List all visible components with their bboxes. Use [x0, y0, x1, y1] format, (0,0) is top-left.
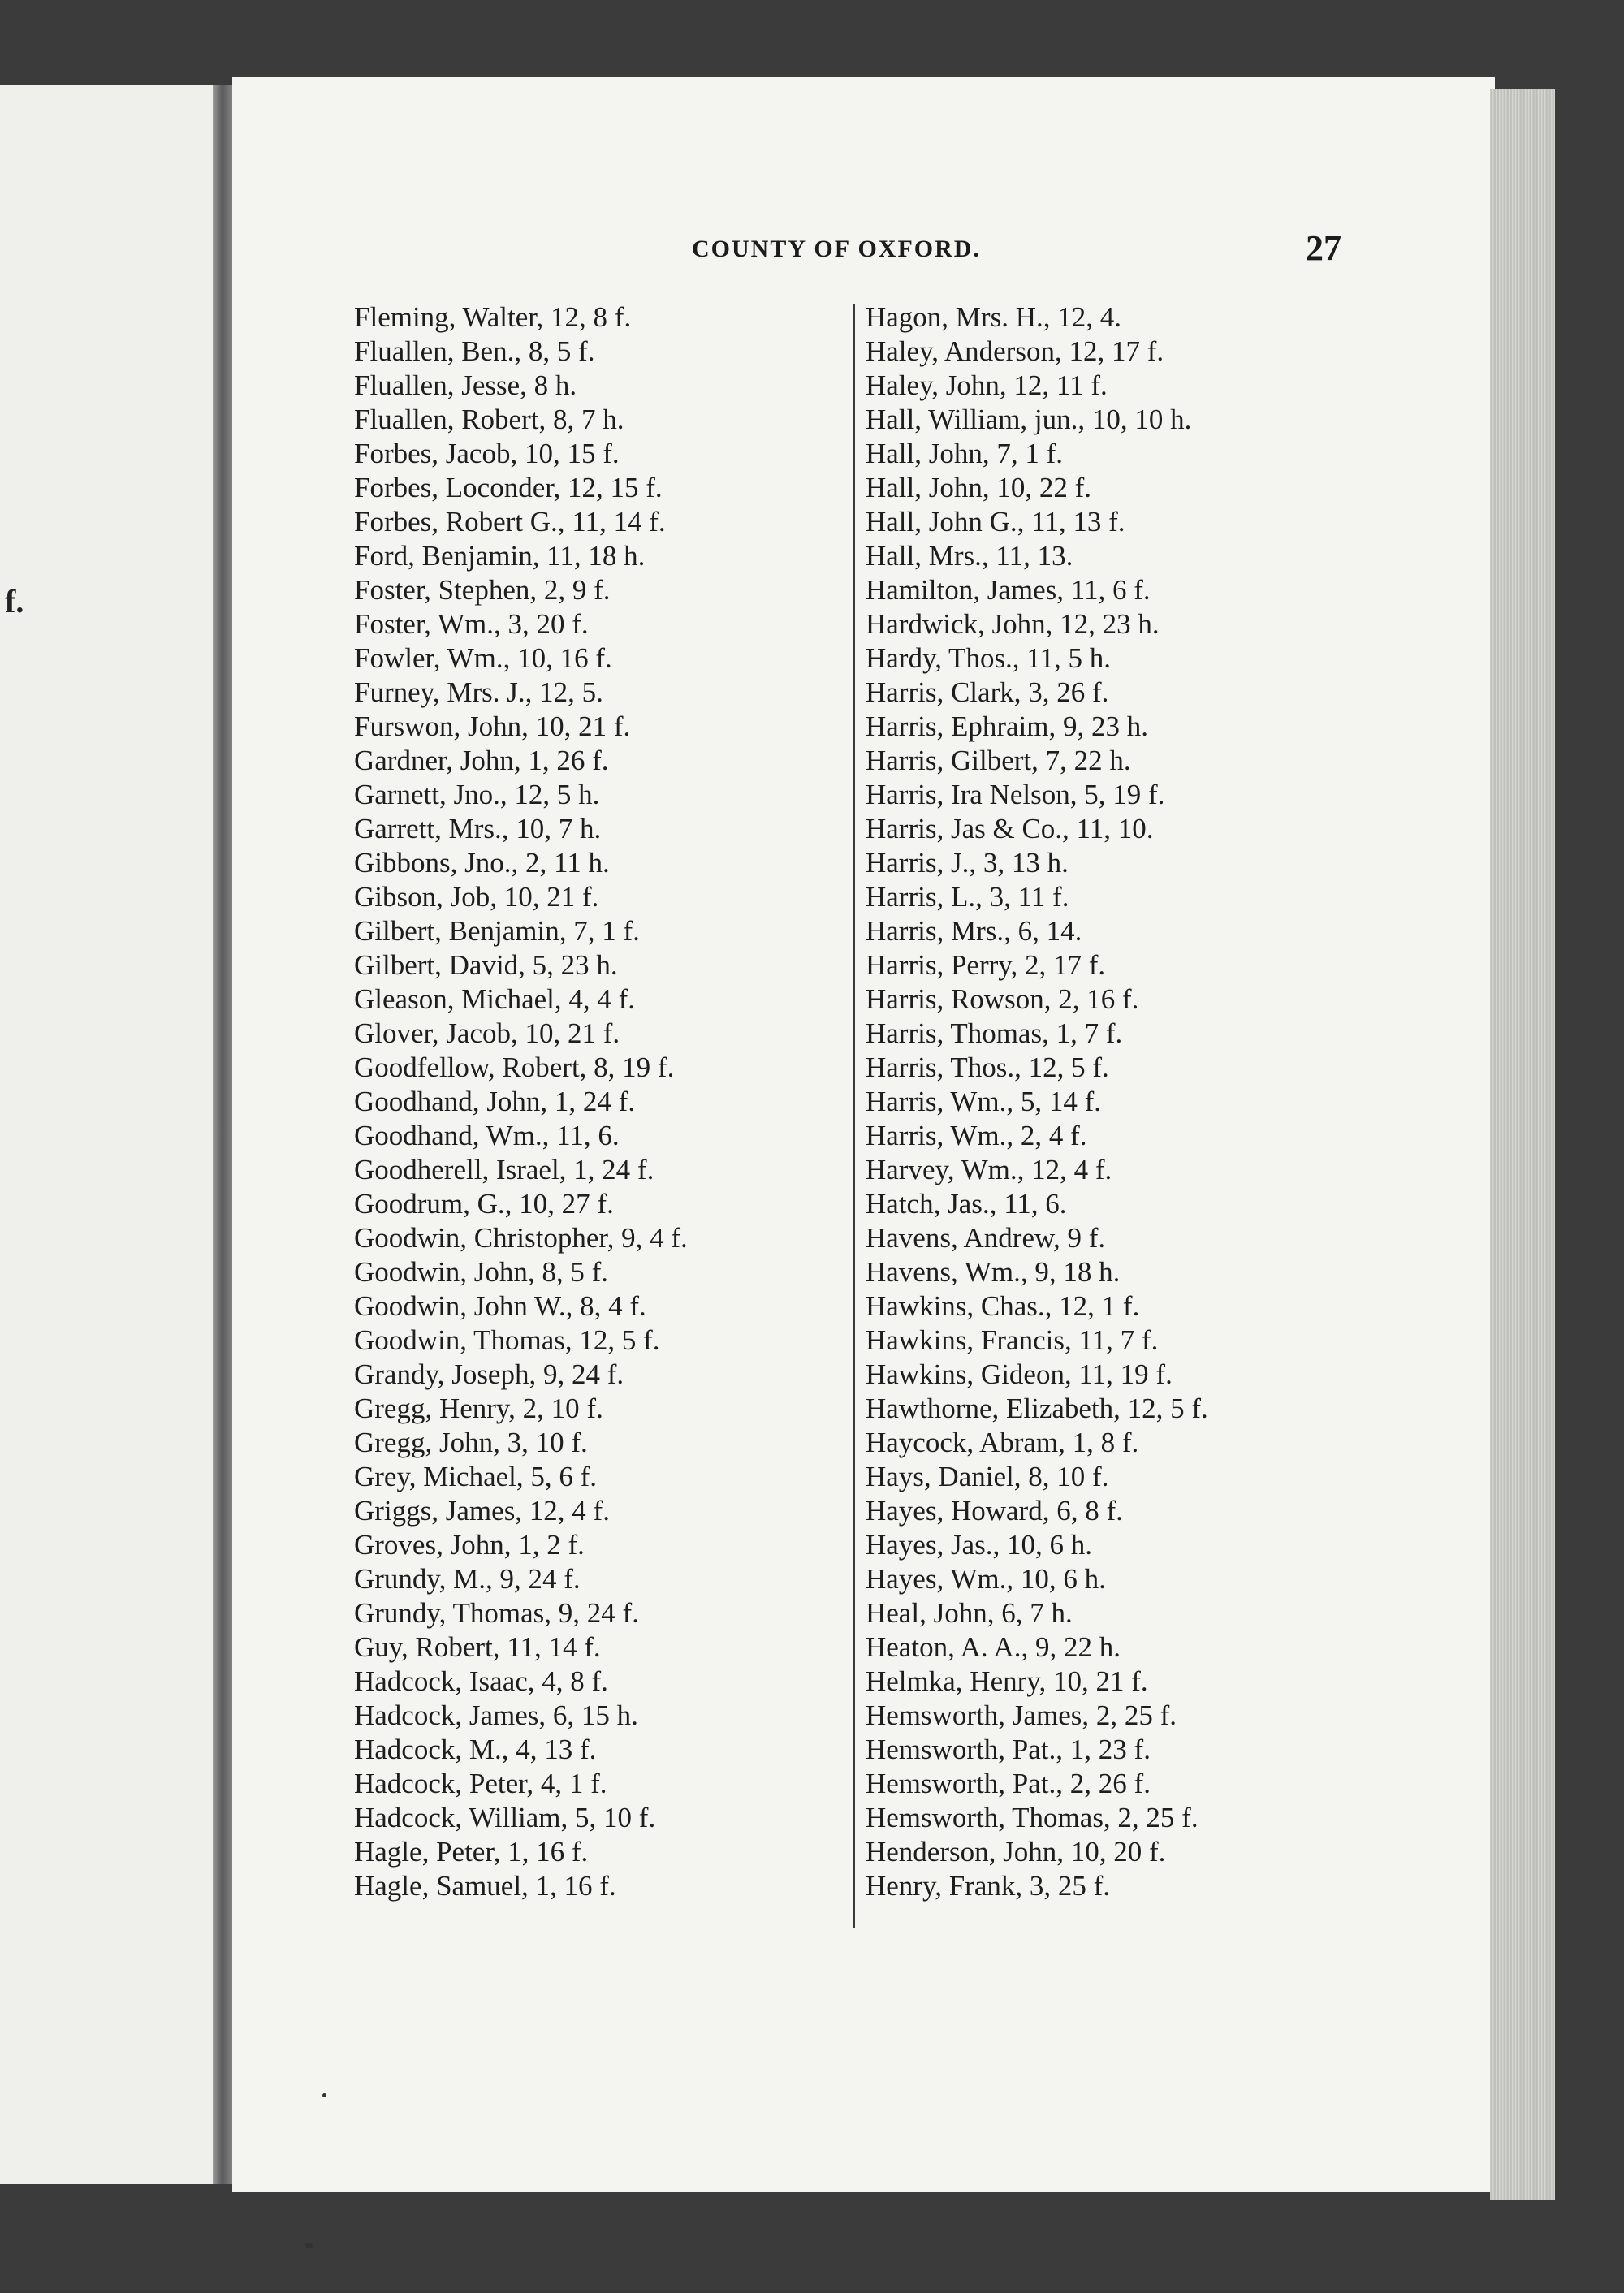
directory-entry: Goodwin, Thomas, 12, 5 f. [354, 1324, 660, 1356]
directory-entry: Hagle, Peter, 1, 16 f. [354, 1836, 589, 1868]
directory-entry: Harvey, Wm., 12, 4 f. [866, 1154, 1112, 1185]
directory-entry: Fluallen, Robert, 8, 7 h. [354, 404, 624, 435]
facing-page-fragment [0, 85, 219, 2184]
directory-entry: Goodwin, John W., 8, 4 f. [354, 1290, 646, 1322]
directory-entry: Garrett, Mrs., 10, 7 h. [354, 813, 602, 844]
directory-entry: Grundy, M., 9, 24 f. [354, 1563, 581, 1595]
directory-entry: Hagon, Mrs. H., 12, 4. [866, 301, 1121, 333]
directory-entry: Hadcock, M., 4, 13 f. [354, 1734, 597, 1765]
directory-entry: Harris, Mrs., 6, 14. [866, 915, 1082, 947]
directory-entry: Griggs, James, 12, 4 f. [354, 1495, 610, 1527]
directory-entry: Goodrum, G., 10, 27 f. [354, 1188, 614, 1220]
dust-speck [305, 2243, 313, 2248]
directory-entry: Furswon, John, 10, 21 f. [354, 710, 631, 742]
book-gutter [213, 85, 234, 2184]
directory-entry: Foster, Stephen, 2, 9 f. [354, 574, 611, 606]
directory-entry: Hadcock, Peter, 4, 1 f. [354, 1768, 607, 1799]
directory-entry: Furney, Mrs. J., 12, 5. [354, 676, 603, 708]
directory-entry: Hall, William, jun., 10, 10 h. [866, 404, 1192, 435]
directory-entry: Goodfellow, Robert, 8, 19 f. [354, 1051, 675, 1083]
directory-entry: Hawthorne, Elizabeth, 12, 5 f. [866, 1393, 1208, 1424]
dust-speck [322, 2093, 326, 2097]
left-column [354, 300, 841, 1903]
directory-entry: Henry, Frank, 3, 25 f. [866, 1870, 1111, 1902]
directory-entry: Haley, Anderson, 12, 17 f. [866, 335, 1164, 367]
directory-entry: Goodhand, John, 1, 24 f. [354, 1086, 636, 1117]
directory-entry: Guy, Robert, 11, 14 f. [354, 1631, 601, 1663]
directory-entry: Goodwin, John, 8, 5 f. [354, 1256, 609, 1288]
directory-entry: Harris, Wm., 2, 4 f. [866, 1120, 1087, 1151]
directory-entry: Gregg, John, 3, 10 f. [354, 1427, 588, 1458]
directory-entry: Gregg, Henry, 2, 10 f. [354, 1393, 603, 1424]
directory-entry: Gardner, John, 1, 26 f. [354, 745, 609, 776]
directory-entry: Harris, J., 3, 13 h. [866, 847, 1069, 879]
directory-entry: Groves, John, 1, 2 f. [354, 1529, 585, 1561]
column-rule [853, 304, 855, 1928]
directory-entry: Goodherell, Israel, 1, 24 f. [354, 1154, 654, 1185]
directory-entry: Harris, Ira Nelson, 5, 19 f. [866, 779, 1165, 810]
directory-entry: Goodwin, Christopher, 9, 4 f. [354, 1222, 688, 1254]
directory-entry: Fluallen, Ben., 8, 5 f. [354, 335, 595, 367]
directory-entry: Hall, John, 7, 1 f. [866, 438, 1064, 469]
directory-entry: Grundy, Thomas, 9, 24 f. [354, 1597, 639, 1629]
directory-entry: Hadcock, Isaac, 4, 8 f. [354, 1665, 608, 1697]
directory-entry: Henderson, John, 10, 20 f. [866, 1836, 1166, 1868]
directory-entry: Hemsworth, James, 2, 25 f. [866, 1699, 1177, 1731]
directory-entry: Gleason, Michael, 4, 4 f. [354, 983, 636, 1015]
directory-entry: Hawkins, Gideon, 11, 19 f. [866, 1358, 1173, 1390]
directory-entry: Haley, John, 12, 11 f. [866, 369, 1108, 401]
directory-entry: Hatch, Jas., 11, 6. [866, 1188, 1067, 1220]
directory-entry: Forbes, Loconder, 12, 15 f. [354, 472, 663, 503]
directory-entry: Fleming, Walter, 12, 8 f. [354, 301, 632, 333]
directory-entry: Harris, Wm., 5, 14 f. [866, 1086, 1101, 1117]
directory-entry: Heaton, A. A., 9, 22 h. [866, 1631, 1121, 1663]
directory-entry: Hagle, Samuel, 1, 16 f. [354, 1870, 616, 1902]
directory-entry: Helmka, Henry, 10, 21 f. [866, 1665, 1148, 1697]
directory-entry: Hawkins, Francis, 11, 7 f. [866, 1324, 1159, 1356]
directory-entry: Harris, Thos., 12, 5 f. [866, 1051, 1109, 1083]
directory-entry: Hall, John, 10, 22 f. [866, 472, 1092, 503]
right-column [866, 300, 1320, 1903]
directory-entry: Harris, Thomas, 1, 7 f. [866, 1017, 1123, 1049]
directory-entry: Haycock, Abram, 1, 8 f. [866, 1427, 1139, 1458]
directory-entry: Ford, Benjamin, 11, 18 h. [354, 540, 646, 572]
directory-entry: Fowler, Wm., 10, 16 f. [354, 642, 612, 674]
directory-entry: Fluallen, Jesse, 8 h. [354, 369, 577, 401]
directory-entry: Hamilton, James, 11, 6 f. [866, 574, 1151, 606]
directory-entry: Foster, Wm., 3, 20 f. [354, 608, 589, 640]
directory-entry: Hardwick, John, 12, 23 h. [866, 608, 1160, 640]
directory-entry: Hemsworth, Pat., 2, 26 f. [866, 1768, 1151, 1799]
directory-entry: Hemsworth, Pat., 1, 23 f. [866, 1734, 1151, 1765]
directory-entry: Garnett, Jno., 12, 5 h. [354, 779, 600, 810]
directory-entry: Hemsworth, Thomas, 2, 25 f. [866, 1802, 1199, 1833]
directory-entry: Goodhand, Wm., 11, 6. [354, 1120, 620, 1151]
directory-entry: Hall, Mrs., 11, 13. [866, 540, 1073, 572]
margin-fragment: f. [5, 583, 24, 620]
directory-entry: Harris, Clark, 3, 26 f. [866, 676, 1109, 708]
page-edges [1490, 89, 1555, 2200]
directory-entry: Harris, Ephraim, 9, 23 h. [866, 710, 1148, 742]
running-head: COUNTY OF OXFORD. [692, 235, 981, 262]
directory-entry: Hadcock, William, 5, 10 f. [354, 1802, 656, 1833]
directory-entry: Hawkins, Chas., 12, 1 f. [866, 1290, 1140, 1322]
directory-entry: Harris, Rowson, 2, 16 f. [866, 983, 1139, 1015]
directory-entry: Harris, Perry, 2, 17 f. [866, 949, 1106, 981]
directory-entry: Hayes, Wm., 10, 6 h. [866, 1563, 1106, 1595]
directory-entry: Harris, Jas & Co., 11, 10. [866, 813, 1154, 844]
directory-entry: Harris, L., 3, 11 f. [866, 881, 1069, 913]
directory-entry: Grandy, Joseph, 9, 24 f. [354, 1358, 624, 1390]
directory-entry: Grey, Michael, 5, 6 f. [354, 1461, 598, 1492]
directory-entry: Heal, John, 6, 7 h. [866, 1597, 1073, 1629]
page-number: 27 [1306, 228, 1341, 268]
directory-entry: Gilbert, David, 5, 23 h. [354, 949, 618, 981]
directory-entry: Gibbons, Jno., 2, 11 h. [354, 847, 610, 879]
directory-entry: Glover, Jacob, 10, 21 f. [354, 1017, 620, 1049]
directory-entry: Forbes, Jacob, 10, 15 f. [354, 438, 620, 469]
directory-entry: Hayes, Jas., 10, 6 h. [866, 1529, 1092, 1561]
directory-entry: Hardy, Thos., 11, 5 h. [866, 642, 1112, 674]
directory-entry: Gilbert, Benjamin, 7, 1 f. [354, 915, 640, 947]
directory-entry: Hayes, Howard, 6, 8 f. [866, 1495, 1123, 1527]
directory-entry: Gibson, Job, 10, 21 f. [354, 881, 599, 913]
directory-entry: Hall, John G., 11, 13 f. [866, 506, 1125, 538]
directory-entry: Harris, Gilbert, 7, 22 h. [866, 745, 1131, 776]
directory-entry: Havens, Andrew, 9 f. [866, 1222, 1106, 1254]
directory-entry: Havens, Wm., 9, 18 h. [866, 1256, 1121, 1288]
directory-entry: Hays, Daniel, 8, 10 f. [866, 1461, 1109, 1492]
directory-entry: Hadcock, James, 6, 15 h. [354, 1699, 638, 1731]
directory-entry: Forbes, Robert G., 11, 14 f. [354, 506, 666, 538]
